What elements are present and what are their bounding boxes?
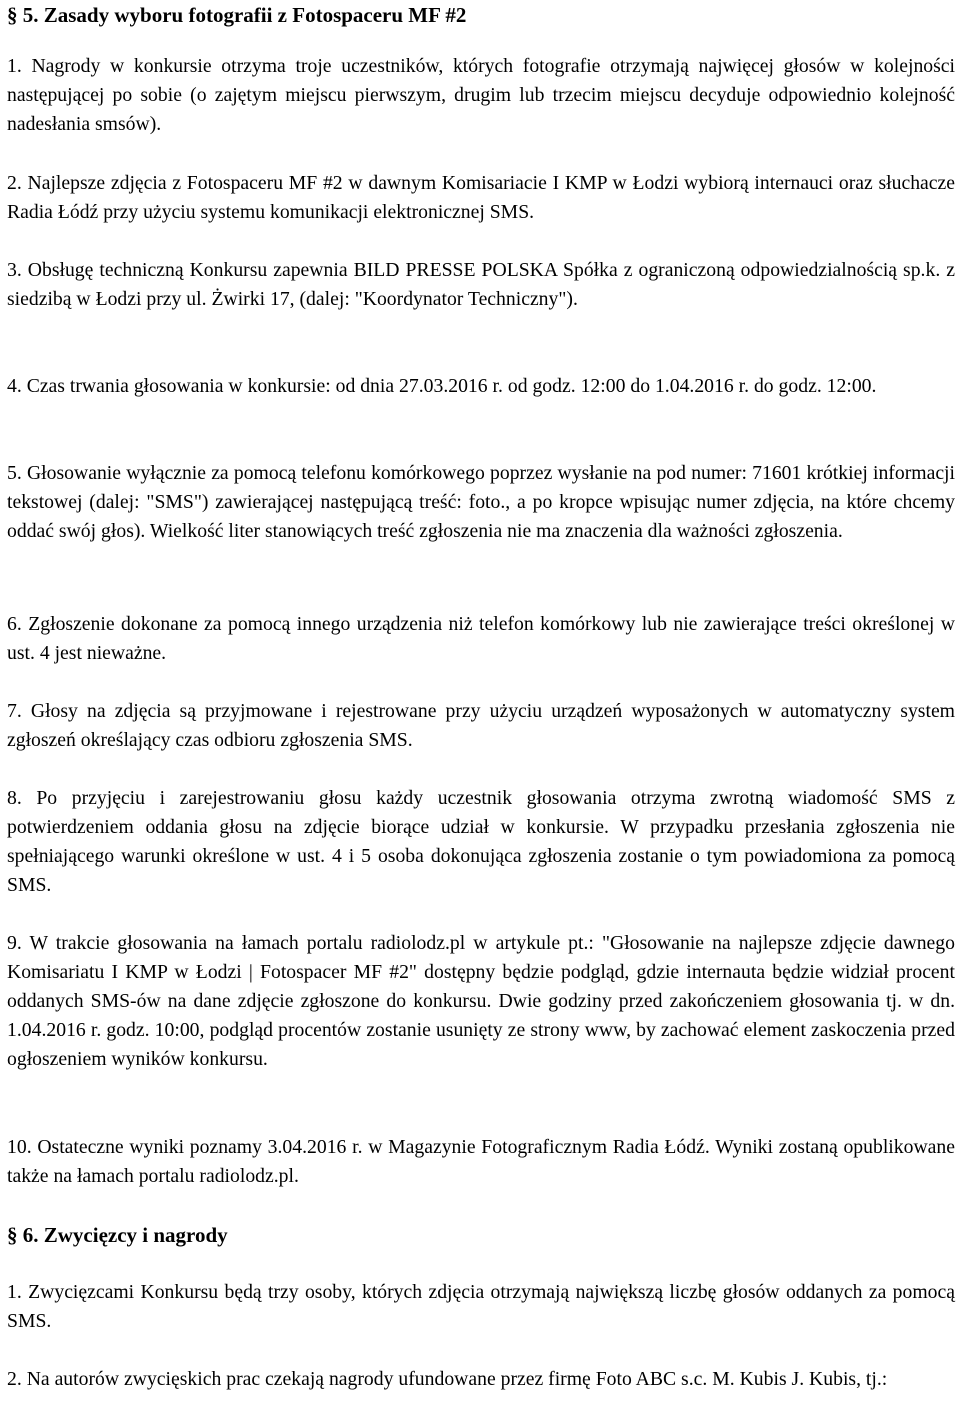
section-5-paragraph-10: 10. Ostateczne wyniki poznamy 3.04.2016 r. w Magazynie Fotograficznym Radia Łódź. Wyniki zostaną opublikowane także na łamach portalu radiolodz.pl.: [7, 1136, 955, 1187]
section-5-paragraph-1: 1. Nagrody w konkursie otrzyma troje uczestników, których fotografie otrzymają najwięcej głosów w kolejności następującej po sobie (o zajętym miejscu pierwszym, drugim lub trzecim miejscu decyduje odpowiednio kolejność nadesłania smsów).: [7, 55, 955, 135]
section-5-heading: § 5. Zasady wyboru fotografii z Fotospaceru MF #2: [7, 3, 467, 27]
section-5-paragraph-3: 3. Obsługę techniczną Konkursu zapewnia BILD PRESSE POLSKA Spółka z ograniczoną odpowiedzialnością sp.k. z siedzibą w Łodzi przy ul. Żwirki 17, (dalej: "Koordynator Techniczny").: [7, 259, 955, 310]
section-6-heading: § 6. Zwycięzcy i nagrody: [7, 1223, 228, 1247]
section-5-paragraph-6: 6. Zgłoszenie dokonane za pomocą innego urządzenia niż telefon komórkowy lub nie zawierające treści określonej w ust. 4 jest nieważne.: [7, 613, 955, 664]
section-5-paragraph-7: 7. Głosy na zdjęcia są przyjmowane i rejestrowane przy użyciu urządzeń wyposażonych w automatyczny system zgłoszeń określający czas odbioru zgłoszenia SMS.: [7, 700, 955, 751]
section-5-paragraph-4: 4. Czas trwania głosowania w konkursie: od dnia 27.03.2016 r. od godz. 12:00 do 1.04.2016 r. do godz. 12:00.: [7, 375, 877, 397]
section-6-paragraph-1: 1. Zwycięzcami Konkursu będą trzy osoby, których zdjęcia otrzymają największą liczbę głosów oddanych za pomocą SMS.: [7, 1281, 955, 1332]
section-5-paragraph-9: 9. W trakcie głosowania na łamach portalu radiolodz.pl w artykule pt.: "Głosowanie na najlepsze zdjęcie dawnego Komisariatu I KMP w Łodzi | Fotospacer MF #2" dostępny będzie podgląd, gdzie internauta będzie widział procent oddanych SMS-ów na dane zdjęcie zgłoszone do konkursu. Dwie godziny przed zakończeniem głosowania tj. w dn. 1.04.2016 r. godz. 10:00, podgląd procentów zostanie usunięty ze strony www, by zachować element zaskoczenia przed ogłoszeniem wyników konkursu.: [7, 932, 955, 1070]
section-5-paragraph-2: 2. Najlepsze zdjęcia z Fotospaceru MF #2 w dawnym Komisariacie I KMP w Łodzi wybiorą internauci oraz słuchacze Radia Łódź przy użyciu systemu komunikacji elektronicznej SMS.: [7, 172, 955, 223]
section-5-paragraph-5: 5. Głosowanie wyłącznie za pomocą telefonu komórkowego poprzez wysłanie na pod numer: 71601 krótkiej informacji tekstowej (dalej: "SMS") zawierającej następującą treść: foto., a po kropce wpisując numer zdjęcia, na które chcemy oddać swój głos). Wielkość liter stanowiących treść zgłoszenia nie ma znaczenia dla ważności zgłoszenia.: [7, 462, 955, 542]
section-6-paragraph-2: 2. Na autorów zwycięskich prac czekają nagrody ufundowane przez firmę Foto ABC s.c. M. Kubis J. Kubis, tj.:: [7, 1368, 888, 1390]
section-5-paragraph-8: 8. Po przyjęciu i zarejestrowaniu głosu każdy uczestnik głosowania otrzyma zwrotną wiadomość SMS z potwierdzeniem oddania głosu na zdjęcie biorące udział w konkursie. W przypadku przesłania zgłoszenia nie spełniającego warunki określone w ust. 4 i 5 osoba dokonująca zgłoszenia zostanie o tym powiadomiona za pomocą SMS.: [7, 787, 955, 896]
